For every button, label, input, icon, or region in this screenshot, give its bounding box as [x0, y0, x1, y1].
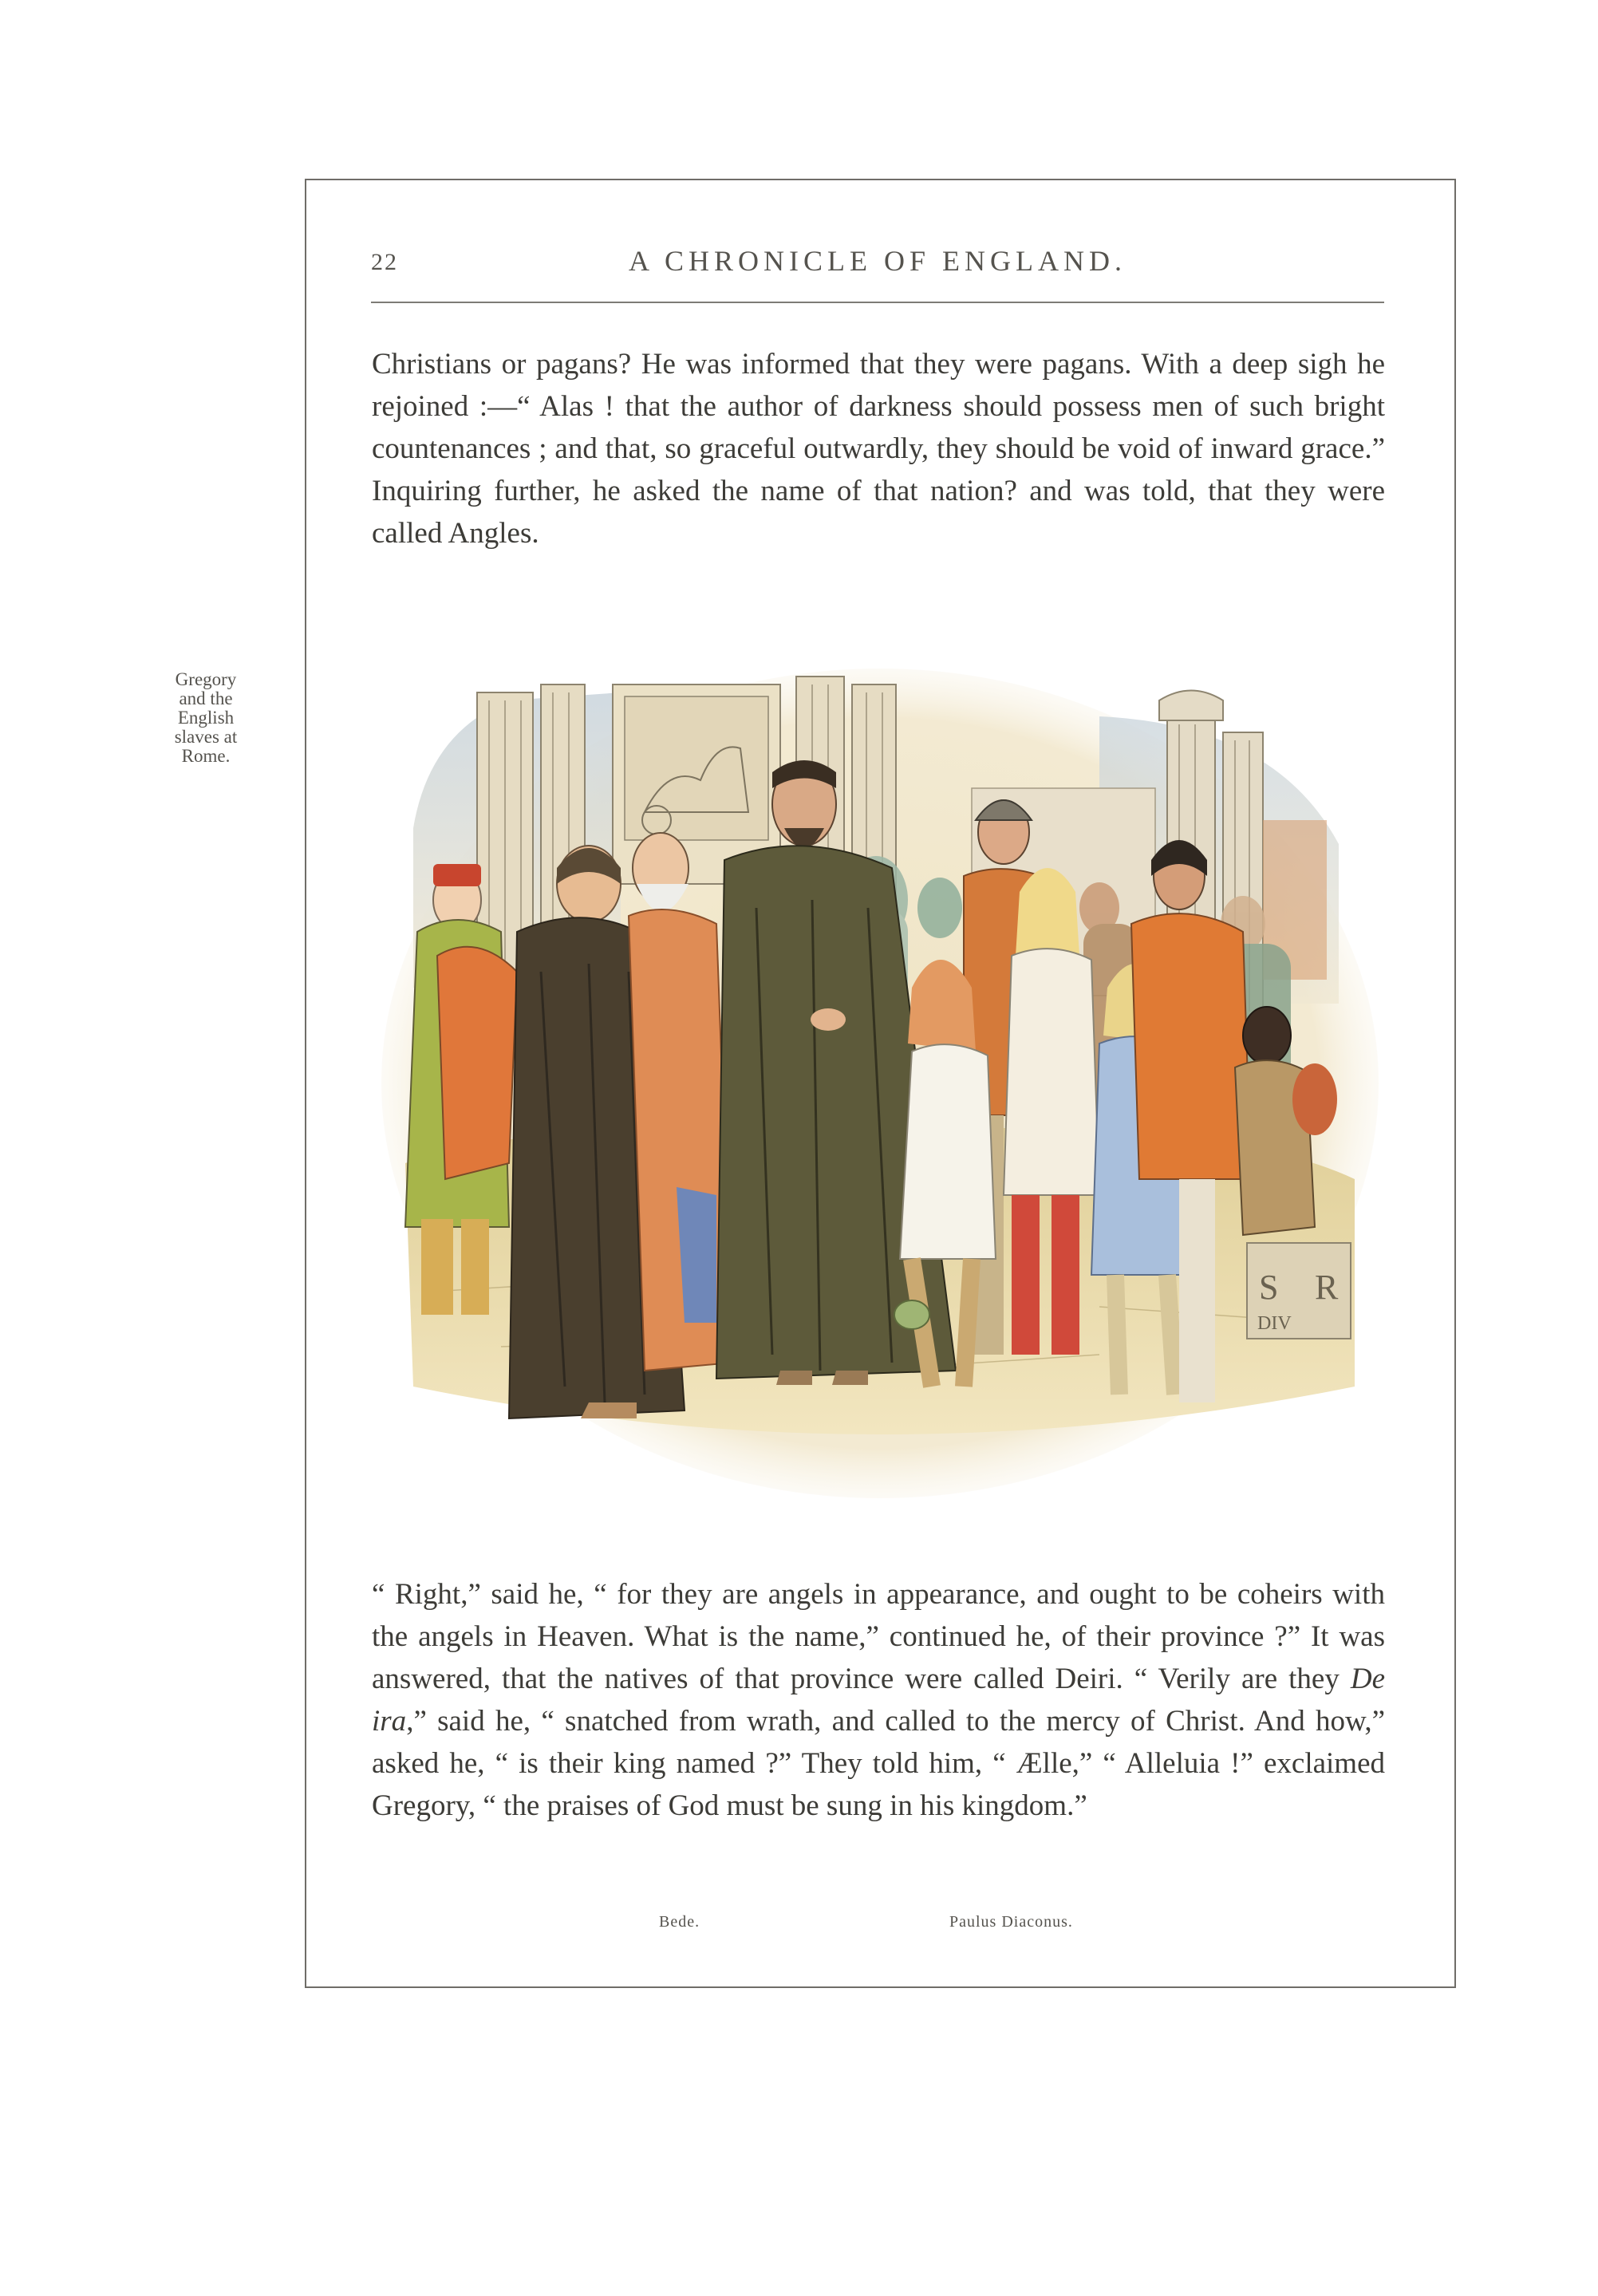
margin-note-line: Rome.	[181, 746, 231, 766]
paragraph-bottom-part-1: “ Right,” said he, “ for they are angels in appearance, and ought to be coheirs with the angels in Heaven. What is the name,” continued he, of their province ?” It was answered, that the natives of that province were called Deiri. “ Verily are they	[372, 1578, 1385, 1695]
paragraph-top: Christians or pagans? He was informed that they were pagans. With a deep sigh he rejoined :—“ Alas ! that the author of darkness should possess men of such bright countenances ; and that, so graceful outwardly, they should be void of inward grace.” Inquiring further, he asked the name of that nation? and was told, that they were called Angles.	[372, 348, 1385, 550]
inscription-letter-s: S	[1259, 1268, 1279, 1307]
margin-note-line: Gregory	[175, 669, 237, 689]
caption-paulus-diaconus: Paulus Diaconus.	[949, 1913, 1073, 1931]
page-number: 22	[371, 249, 398, 275]
paragraph-bottom-italic: De ira	[372, 1663, 1385, 1738]
caption-bede: Bede.	[659, 1913, 700, 1931]
inscription-div: DIV	[1257, 1313, 1292, 1334]
paragraph-bottom	[372, 1573, 1385, 1827]
header-rule	[371, 302, 1384, 303]
margin-note-line: and the	[179, 688, 233, 708]
inscribed-block	[1247, 1243, 1351, 1339]
margin-note-line: English	[177, 708, 235, 728]
illustration-gregory-and-english-slaves	[381, 669, 1379, 1498]
paragraph-bottom-part-2: ,” said he, “ snatched from wrath, and called to the mercy of Christ. And how,” asked he, “ is their king named ?” They told him, “ Ælle,” “ Alleluia !” exclaimed Gregory, “ the praises of God must be sung in his kingdom.”	[372, 1705, 1385, 1822]
running-title: A CHRONICLE OF ENGLAND.	[629, 245, 1126, 277]
inscription-letter-r: R	[1315, 1268, 1339, 1307]
margin-note	[153, 670, 258, 766]
margin-note-line: slaves at	[174, 727, 238, 747]
